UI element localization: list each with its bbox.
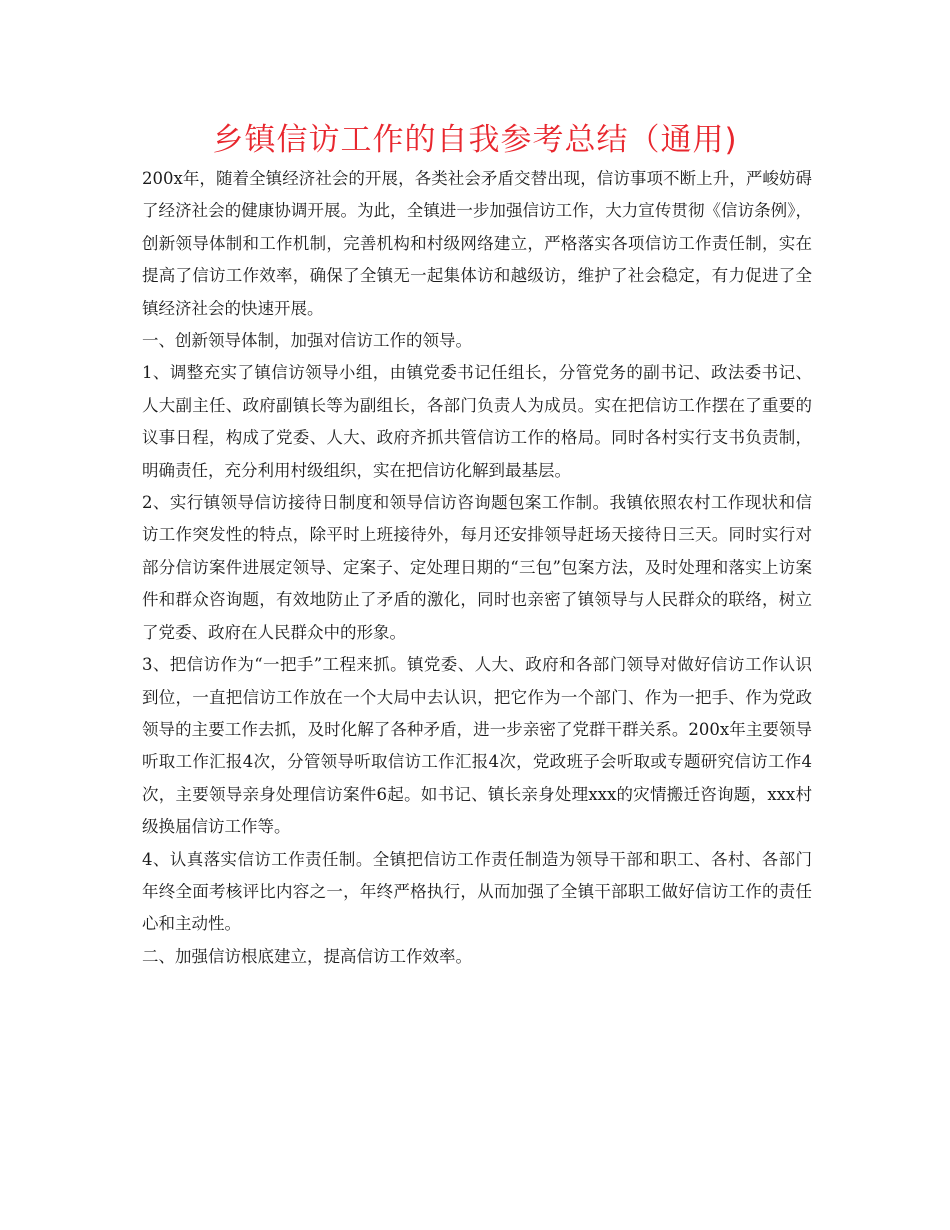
- section-heading-2: 二、加强信访根底建立，提高信访工作效率。: [142, 946, 472, 966]
- paragraph-item-4: 4、认真落实信访工作责任制。全镇把信访工作责任制造为领导干部和职工、各村、各部门年终全面考核评比内容之一，年终严格执行，从而加强了全镇干部职工做好信访工作的责任心和主动性。: [142, 849, 812, 934]
- paragraph-item-3: 3、把信访作为“一把手”工程来抓。镇党委、人大、政府和各部门领导对做好信访工作认识到位，一直把信访工作放在一个大局中去认识，把它作为一个部门、作为一把手、作为党政领导的主要工作去抓，及时化解了各种矛盾，进一步亲密了党群干群关系。200x年主要领导听取工作汇报4次，分管领导听取信访工作汇报4次，党政班子会听取或专题研究信访工作4次，主要领导亲身处理信访案件6起。如书记、镇长亲身处理xxx的灾情搬迁咨询题，xxx村级换届信访工作等。: [142, 655, 812, 837]
- section-heading-1: 一、创新领导体制，加强对信访工作的领导。: [142, 331, 472, 351]
- document-body: [142, 163, 812, 973]
- paragraph-item-1: 1、调整充实了镇信访领导小组，由镇党委书记任组长，分管党务的副书记、政法委书记、人大副主任、政府副镇长等为副组长，各部门负责人为成员。实在把信访工作摆在了重要的议事日程，构成了党委、人大、政府齐抓共管信访工作的格局。同时各村实行支书负责制，明确责任，充分利用村级组织，实在把信访化解到最基层。: [142, 363, 812, 480]
- page-title: 乡镇信访工作的自我参考总结（通用): [212, 122, 738, 158]
- paragraph-intro: 200x年，随着全镇经济社会的开展，各类社会矛盾交替出现，信访事项不断上升，严峻妨碍了经济社会的健康协调开展。为此，全镇进一步加强信访工作，大力宣传贯彻《信访条例》，创新领导体制和工作机制，完善机构和村级网络建立，严格落实各项信访工作责任制，实在提高了信访工作效率，确保了全镇无一起集体访和越级访，维护了社会稳定，有力促进了全镇经济社会的快速开展。: [142, 169, 812, 318]
- paragraph-item-2: 2、实行镇领导信访接待日制度和领导信访咨询题包案工作制。我镇依照农村工作现状和信访工作突发性的特点，除平时上班接待外，每月还安排领导赶场天接待日三天。同时实行对部分信访案件进展定领导、定案子、定处理日期的“三包”包案方法，及时处理和落实上访案件和群众咨询题，有效地防止了矛盾的激化，同时也亲密了镇领导与人民群众的联络，树立了党委、政府在人民群众中的形象。: [142, 493, 812, 642]
